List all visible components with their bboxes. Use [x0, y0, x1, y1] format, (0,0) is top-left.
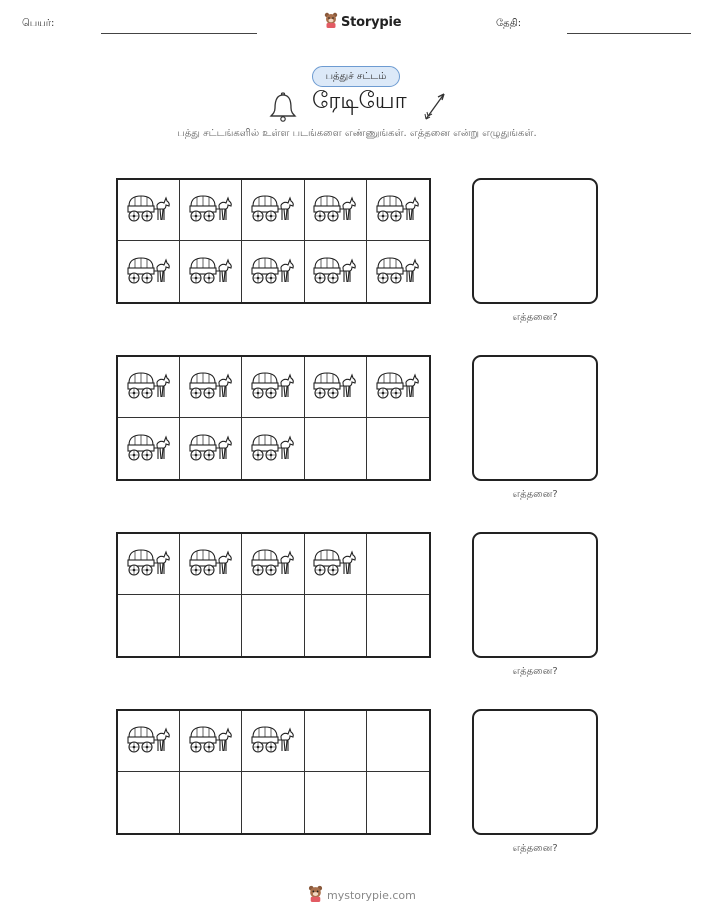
- wagon-icon: [313, 370, 357, 404]
- brand-name: Storypie: [341, 14, 402, 30]
- wagon-icon: [127, 370, 171, 404]
- frame-cell: [242, 711, 304, 772]
- wagon-icon: [251, 724, 295, 758]
- frame-cell: [305, 534, 367, 595]
- wagon-icon: [189, 432, 233, 466]
- frame-cell: [367, 180, 429, 241]
- wagon-icon: [313, 547, 357, 581]
- frame-cell: [367, 418, 429, 479]
- answer-label-1: எத்தனை?: [512, 312, 558, 323]
- ten-frame-3: [116, 532, 431, 658]
- frame-cell: [242, 357, 304, 418]
- frame-cell: [305, 772, 367, 833]
- frame-cell: [367, 711, 429, 772]
- page-title: ரேடியோ: [312, 88, 407, 114]
- date-label: தேதி:: [496, 18, 522, 29]
- name-label: பெயர்:: [22, 18, 55, 29]
- frame-cell: [367, 772, 429, 833]
- wagon-icon: [127, 547, 171, 581]
- wagon-icon: [189, 193, 233, 227]
- frame-cell: [305, 595, 367, 656]
- frame-cell: [367, 241, 429, 302]
- frame-cell: [367, 534, 429, 595]
- answer-box-2[interactable]: [472, 355, 598, 481]
- frame-cell: [118, 418, 180, 479]
- frame-cell: [242, 534, 304, 595]
- frame-cell: [305, 711, 367, 772]
- footer-url[interactable]: mystorypie.com: [327, 889, 416, 902]
- answer-label-2: எத்தனை?: [512, 489, 558, 500]
- wagon-icon: [127, 724, 171, 758]
- wagon-icon: [251, 193, 295, 227]
- wagon-icon: [189, 547, 233, 581]
- wagon-icon: [189, 724, 233, 758]
- frame-cell: [242, 595, 304, 656]
- wagon-icon: [251, 547, 295, 581]
- frame-cell: [305, 357, 367, 418]
- frame-cell: [118, 180, 180, 241]
- arrow-icon: [422, 90, 448, 126]
- frame-cell: [118, 772, 180, 833]
- frame-cell: [180, 772, 242, 833]
- instructions: பத்து சட்டங்களில் உள்ள படங்களை எண்ணுங்கள். எத்தனை என்று எழுதுங்கள்.: [177, 128, 537, 139]
- wagon-icon: [313, 193, 357, 227]
- answer-box-1[interactable]: [472, 178, 598, 304]
- ten-frame-4: [116, 709, 431, 835]
- frame-cell: [118, 711, 180, 772]
- answer-box-3[interactable]: [472, 532, 598, 658]
- frame-cell: [367, 595, 429, 656]
- frame-cell: [118, 241, 180, 302]
- wagon-icon: [313, 255, 357, 289]
- frame-cell: [180, 241, 242, 302]
- frame-cell: [180, 595, 242, 656]
- answer-label-4: எத்தனை?: [512, 843, 558, 854]
- frame-cell: [180, 357, 242, 418]
- frame-cell: [180, 180, 242, 241]
- wagon-icon: [376, 255, 420, 289]
- frame-cell: [242, 418, 304, 479]
- frame-cell: [118, 595, 180, 656]
- frame-cell: [180, 418, 242, 479]
- wagon-icon: [127, 432, 171, 466]
- frame-cell: [180, 711, 242, 772]
- frame-cell: [242, 180, 304, 241]
- bear-mascot-icon: [324, 12, 338, 32]
- frame-cell: [367, 357, 429, 418]
- wagon-icon: [127, 255, 171, 289]
- wagon-icon: [251, 255, 295, 289]
- name-field[interactable]: [101, 33, 257, 34]
- wagon-icon: [376, 193, 420, 227]
- frame-cell: [242, 241, 304, 302]
- topic-badge: பத்துச் சட்டம்: [312, 66, 400, 87]
- date-field[interactable]: [567, 33, 691, 34]
- wagon-icon: [189, 255, 233, 289]
- frame-cell: [118, 534, 180, 595]
- ten-frame-1: [116, 178, 431, 304]
- frame-cell: [305, 180, 367, 241]
- frame-cell: [118, 357, 180, 418]
- frame-cell: [305, 241, 367, 302]
- frame-cell: [242, 772, 304, 833]
- frame-cell: [305, 418, 367, 479]
- frame-cell: [180, 534, 242, 595]
- wagon-icon: [189, 370, 233, 404]
- bell-icon: [268, 90, 298, 126]
- footer: [308, 885, 416, 906]
- wagon-icon: [251, 370, 295, 404]
- wagon-icon: [127, 193, 171, 227]
- ten-frame-2: [116, 355, 431, 481]
- answer-label-3: எத்தனை?: [512, 666, 558, 677]
- answer-box-4[interactable]: [472, 709, 598, 835]
- wagon-icon: [376, 370, 420, 404]
- bear-mascot-icon: [308, 885, 323, 906]
- brand-logo: [324, 12, 401, 32]
- wagon-icon: [251, 432, 295, 466]
